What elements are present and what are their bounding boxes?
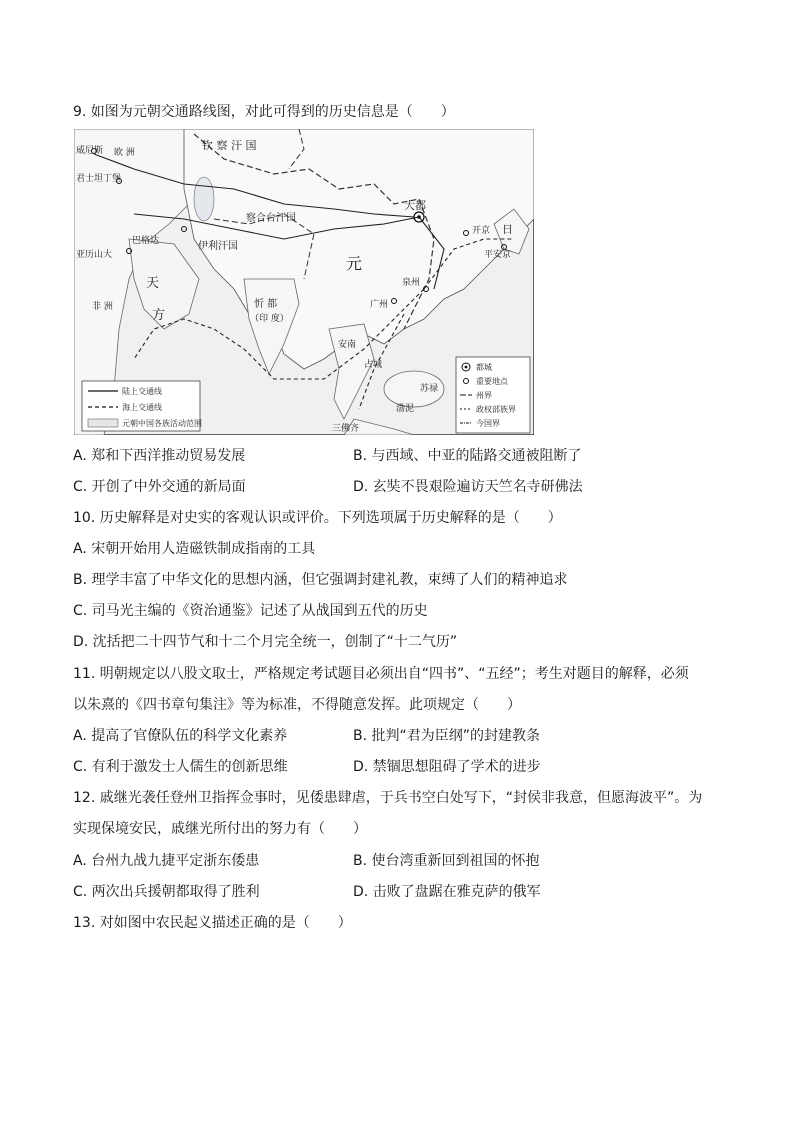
legend-modern: 今国界: [476, 419, 500, 428]
label-constantinople: 君士坦丁堡: [76, 174, 122, 184]
label-baghdad: 巴格达: [132, 236, 160, 246]
question-11-stem-line1: 11. 明朝规定以八股文取士，严格规定考试题目必须出自“四书”、“五经”；考生对题目的解释，必须: [73, 666, 689, 682]
q10-option-a: A. 宋朝开始用人造磁铁制成指南的工具: [73, 541, 316, 557]
label-dadu: 大都: [404, 199, 426, 212]
legend-region: 元朝中国各族活动范围: [122, 419, 202, 428]
q10-option-c: C. 司马光主编的《资治通鉴》记述了从战国到五代的历史: [73, 603, 428, 619]
question-13-stem: 13. 对如图中农民起义描述正确的是（ ）: [73, 915, 352, 931]
label-yindu: （印 度）: [250, 314, 289, 324]
question-11-stem-line2: 以朱熹的《四书章句集注》等为标准，不得随意发挥。此项规定（ ）: [73, 697, 521, 713]
label-europe: 欧 洲: [114, 148, 135, 158]
label-ping-an-jing: 平安京: [484, 250, 512, 260]
q11-option-b: B. 批判“君为臣纲”的封建教条: [353, 728, 541, 744]
q9-option-a: A. 郑和下西洋推动贸易发展: [73, 448, 246, 464]
legend-symbols: [456, 357, 530, 433]
question-12-stem-line2: 实现保境安民，戚继光所付出的努力有（ ）: [73, 821, 367, 837]
label-guangzhou: 广州: [370, 300, 389, 310]
yuan-transport-map: [74, 129, 534, 435]
q9-option-d: D. 玄奘不畏艰险遍访天竺名寺研佛法: [353, 479, 583, 495]
question-9-stem: 9. 如图为元朝交通路线图，对此可得到的历史信息是（ ）: [73, 104, 455, 120]
label-champa: 占城: [364, 360, 383, 370]
legend-province: 州界: [476, 391, 492, 400]
label-xindu: 忻 都: [254, 299, 278, 310]
label-venice: 威尼斯: [76, 146, 104, 156]
legend-capital: 都城: [476, 363, 492, 372]
q11-option-d: D. 禁锢思想阻碍了学术的进步: [353, 759, 541, 775]
label-kaijing: 开京: [472, 226, 491, 236]
legend-place: 重要地点: [476, 377, 508, 386]
label-sulu: 苏禄: [420, 384, 439, 394]
label-kipchak: 钦 察 汗 国: [202, 139, 257, 152]
q11-option-a: A. 提高了官僚队伍的科学文化素养: [73, 728, 288, 744]
q12-option-a: A. 台州九战九捷平定浙东倭患: [73, 853, 260, 869]
label-tianfang-2: 方: [152, 308, 166, 323]
question-10-stem: 10. 历史解释是对史实的客观认识或评价。下列选项属于历史解释的是（ ）: [73, 510, 562, 526]
caspian-sea: [194, 177, 214, 221]
label-borneo: 渤泥: [396, 404, 415, 414]
label-sanfoqi: 三佛齐: [332, 424, 360, 434]
question-12-stem-line1: 12. 戚继光袭任登州卫指挥佥事时，见倭患肆虐，于兵书空白处写下，“封侯非我意，但愿海波平”。为: [73, 790, 703, 806]
label-yuan: 元: [346, 254, 363, 273]
legend-sea: 海上交通线: [122, 403, 162, 412]
q9-option-b: B. 与西域、中亚的陆路交通被阻断了: [353, 448, 582, 464]
legend-political: 政权部族界: [476, 405, 516, 414]
label-quanzhou: 泉州: [402, 278, 421, 288]
q9-option-c: C. 开创了中外交通的新局面: [73, 479, 246, 495]
label-ri: 日: [502, 223, 513, 236]
label-annan: 安南: [338, 340, 357, 350]
q12-option-c: C. 两次出兵援朝都取得了胜利: [73, 884, 260, 900]
label-tianfang-1: 天: [146, 276, 160, 291]
q12-option-d: D. 击败了盘踞在雅克萨的俄军: [353, 884, 541, 900]
q10-option-b: B. 理学丰富了中华文化的思想内涵，但它强调封建礼教，束缚了人们的精神追求: [73, 572, 568, 588]
q12-option-b: B. 使台湾重新回到祖国的怀抱: [353, 853, 540, 869]
legend-land: 陆上交通线: [122, 387, 162, 396]
label-chagatai: 察合台汗国: [246, 213, 296, 224]
q10-option-d: D. 沈括把二十四节气和十二个月完全统一，创制了“十二气历”: [73, 634, 458, 650]
q11-option-c: C. 有利于激发士人儒生的创新思维: [73, 759, 288, 775]
label-alexandria: 亚历山大: [76, 250, 113, 260]
legend-routes: [82, 381, 202, 431]
label-ilkhanate: 伊利汗国: [198, 241, 238, 252]
label-africa: 非 洲: [92, 302, 113, 312]
